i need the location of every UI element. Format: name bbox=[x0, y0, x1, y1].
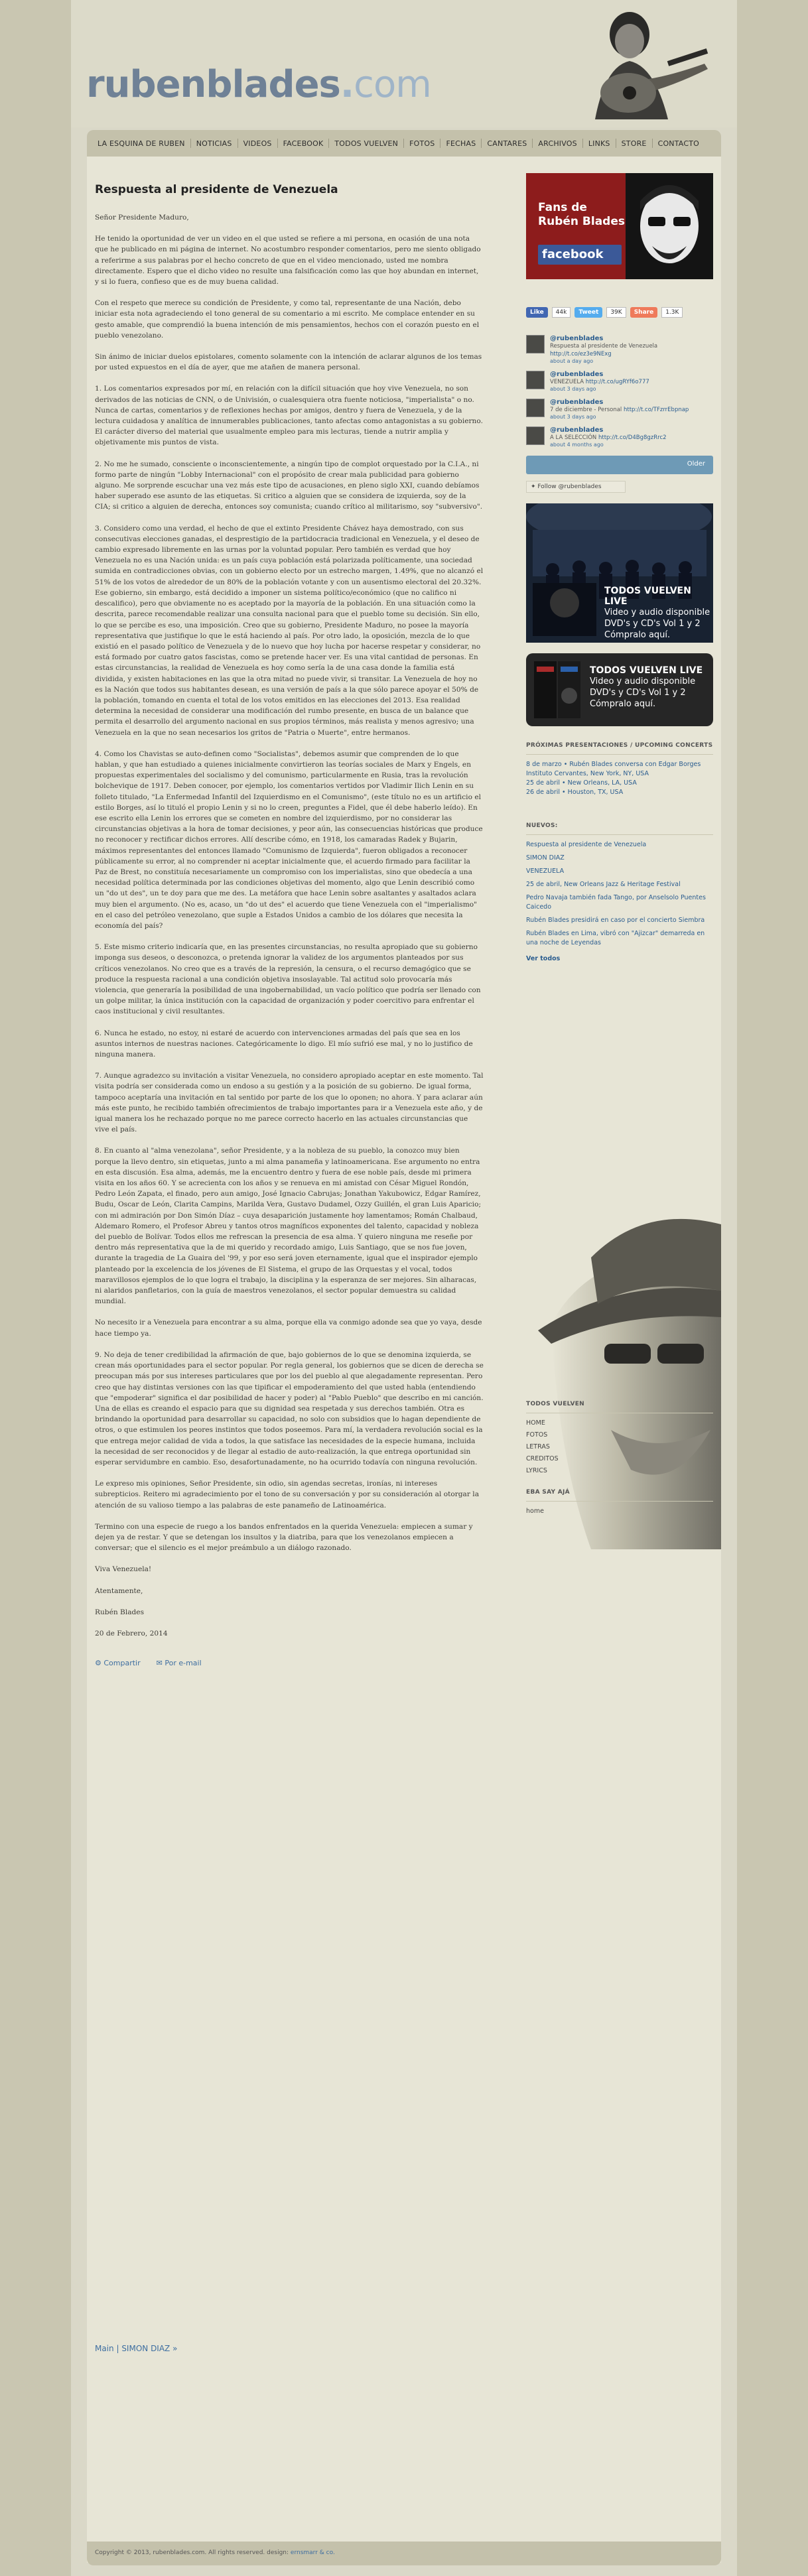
twitter-bird-icon: ✦ bbox=[531, 483, 536, 490]
tweet-text: Respuesta al presidente de Venezuela bbox=[550, 343, 658, 350]
news-item[interactable]: 25 de abril, New Orleans Jazz & Heritage Festival bbox=[526, 881, 681, 888]
news-item[interactable]: SIMON DIAZ bbox=[526, 854, 565, 862]
tweet-text: A LA SELECCIÓN bbox=[550, 434, 597, 441]
tweet-count: 39K bbox=[606, 307, 626, 318]
post-paragraph: 2. No me he sumado, consciente o inconscientemente, a ningún tipo de complot orquestado por la C.I.A., ni formo parte de ningún "Lobby Internacional" con el propósito de crear mala publicidad para gobierno alguno. Me sorprende escuchar una vez más este tipo de acusaciones, en pleno siglo XXI, cuando debíamos haber superado ese asunto de las etiquetas. Si critico a alguien que se considera de izquierda, soy de la CIA; si critico a alguien de derecha, entonces soy comunista; cuando crítico al militarismo, soy "subversivo". bbox=[95, 460, 483, 511]
nav-fotos[interactable]: FOTOS bbox=[409, 139, 435, 148]
divider bbox=[526, 834, 713, 835]
tweet-item bbox=[526, 335, 713, 364]
nav-store[interactable]: STORE bbox=[621, 139, 647, 148]
share-row bbox=[95, 1659, 484, 1667]
avatar[interactable] bbox=[526, 399, 545, 417]
post-paragraph: Con el respeto que merece su condición de Presidente, y como tal, representante de una Nación, debo iniciar esta nota agradeciendo el tono general de su comentario a mi escrito. Me complace entender en su gesto amable, que comprendió la buena intención de mis pensamientos, hechos con el corazón puesto en el pueblo venezolano. bbox=[95, 299, 480, 340]
ruben-portrait-icon bbox=[626, 173, 713, 279]
sidebar bbox=[526, 173, 713, 964]
todos-link-creditos[interactable]: CREDITOS bbox=[526, 1455, 559, 1462]
tweet-text: VENEZUELA bbox=[550, 379, 584, 385]
nav-noticias[interactable]: NOTICIAS bbox=[196, 139, 232, 148]
post-paragraph: Termino con una especie de ruego a los bandos enfrentados en la querida Venezuela: empiecen a sumar y dejen ya de restar. Y que se detengan los insultos y la diatriba, para que los venezolanos empiecen a conversar; que el silencio es el mejor preámbulo a un diálogo razonado. bbox=[95, 1522, 473, 1553]
post-paragraph: He tenido la oportunidad de ver un video en el que usted se refiere a mi persona, en ocasión de una nota que he publicado en mi página de internet. No acostumbro responder comentarios, pero me siento obligado a referirme a sus palabras por el hecho concreto de que en el video mencionado, usted me nombra directamente. Espero que el dicho video no resulte una falsificación como las que hoy abundan en internet, y si lo fuera, confieso que es de muy buena calidad. bbox=[95, 235, 481, 287]
tweet-time[interactable]: about a day ago bbox=[550, 358, 594, 364]
share-button[interactable]: Share bbox=[630, 307, 658, 318]
tweet-time[interactable]: about 3 days ago bbox=[550, 414, 596, 420]
post-paragraph: 7. Aunque agradezco su invitación a visitar Venezuela, no considero apropiado aceptar en este momento. Tal visita podría ser considerada como un endoso a su gestión y a la posición de su gobierno. De igual forma, tampoco aceptaría una invitación en tal sentido por parte de los que lo oponen; no ahora. Y para aclarar aún más este punto, he recibido también ofrecimientos de trabajo importantes para ir a Venezuela este año, y de igual manera los he rechazado porque no me parece correcto hacerlo en las actuales circunstancias que vive el país. bbox=[95, 1072, 484, 1134]
tweet-button[interactable]: Tweet bbox=[574, 307, 602, 318]
main-column bbox=[95, 183, 484, 1667]
email-button[interactable]: ✉ Por e-mail bbox=[156, 1659, 202, 1668]
news-item[interactable]: Pedro Navaja también fada Tango, por Anselsolo Puentes Caicedo bbox=[526, 894, 706, 911]
designer-link[interactable]: ernsmarr & co. bbox=[290, 2549, 335, 2556]
nav-cantares[interactable]: CANTARES bbox=[487, 139, 527, 148]
avatar[interactable] bbox=[526, 371, 545, 389]
tweet-user[interactable]: @rubenblades bbox=[550, 399, 604, 406]
post-paragraph: Atentamente, bbox=[95, 1586, 143, 1595]
like-count: 44k bbox=[552, 307, 571, 318]
copyright-text: Copyright © 2013, rubenblades.com. All rights reserved. design: bbox=[95, 2549, 289, 2556]
tweet-user[interactable]: @rubenblades bbox=[550, 335, 604, 342]
post-paragraph: 20 de Febrero, 2014 bbox=[95, 1629, 168, 1638]
post-paragraph: 8. En cuanto al "alma venezolana", señor Presidente, y a la nobleza de su pueblo, la conozco muy bien porque la llevo dentro, sin etiquetas, junto a mi alma panameña y latinoamericana. Ese argumento no entra en esta discusión. Esa alma, además, me la encuentro dentro y fuera de ese noble país, desde mi primera visita en los años 60. Y se acrecienta con los años y se renueva en mi amistad con César Miguel Rondón, Pedro León Zapata, el finado, pero aun amigo, José Ignacio Cabrujas; Jonathan Yakubowicz, Edgar Ramírez, Budu, Oscar de León, Clarita Campins, Marilda Vera, Gustavo Dudamel, Ozzy Guillén, el gran Luis Aparicio; con mi admiración por Don Simón Díaz – cuya desaparición justamente hoy lamentamos; Román Chalbaud, Aldemaro Romero, el Profesor Abreu y tantos otros magníficos exponentes del talento, capacidad y nobleza del pueblo de Bolívar. Todos ellos me refrescan la presencia de esa alma. Y quiero ninguna me reseñe por dentro más representativa que la de mi querido y recordado amigo, Luis Santiago, que se nos fue joven, durante la tragedia de La Guaira del '99, y por eso será joven eternamente, igual que el inspirador ejemplo planteado por la excelencia de los jóvenes de El Sistema, el grupo de las Orquestas y el vocal, todos maravillosos ejemplos de lo que logra el trabajo, la disciplina y la esperanza de ser mejores. Sin alharacas, ni alaridos panfletarios, con la guía de maestros venezolanos, el sector popular demuestra su calidad mundial. bbox=[95, 1147, 482, 1306]
nav-archivos[interactable]: ARCHIVOS bbox=[538, 139, 577, 148]
tweet-time[interactable]: about 3 days ago bbox=[550, 386, 596, 392]
content-area bbox=[87, 157, 721, 2563]
nav-contacto[interactable]: CONTACTO bbox=[657, 139, 699, 148]
nav-facebook[interactable]: FACEBOOK bbox=[283, 139, 324, 148]
eba-home-link[interactable]: home bbox=[526, 1508, 544, 1515]
nav-todos-vuelven[interactable]: TODOS VUELVEN bbox=[334, 139, 399, 148]
social-buttons bbox=[526, 307, 713, 318]
todos-link-lyrics[interactable]: LYRICS bbox=[526, 1467, 547, 1474]
tweet-time[interactable]: about 4 months ago bbox=[550, 442, 604, 448]
divider bbox=[526, 1501, 713, 1502]
news-item[interactable]: Rubén Blades presidirá en caso por el concierto Siembra bbox=[526, 917, 705, 924]
tweet-item bbox=[526, 371, 713, 392]
todos-vuelven-section bbox=[526, 1401, 713, 1516]
tweet-link[interactable]: http://t.co/ugRYf6o777 bbox=[585, 379, 649, 385]
tweet-link[interactable]: http://t.co/ez3e9NExg bbox=[550, 351, 612, 357]
news-item[interactable]: Rubén Blades en Lima, vibró con "Ajizcar" demarreda en una noche de Leyendas bbox=[526, 930, 705, 946]
site-footer bbox=[87, 2542, 721, 2565]
older-tweets-button[interactable]: Older bbox=[526, 456, 713, 474]
post-paragraph: Señor Presidente Maduro, bbox=[95, 214, 189, 222]
avatar[interactable] bbox=[526, 335, 545, 354]
guitarist-photo bbox=[569, 0, 714, 119]
post-paragraph: 3. Considero como una verdad, el hecho de que el extinto Presidente Chávez haya demostrado, con sus consecutivas elecciones ganadas, el desprestigio de la partidocracia tradicional en Venezuela, y el deseo de cambio expresado libremente en las urnas por la voluntad popular. Pero también es verdad que hoy Venezuela no es una Nación unida: es un país cuya población está polarizada políticamente, una sociedad sumida en contradicciones obvias, con un gobierno electo por un estrecho margen, 1.49%, que no alcanzó el 51% de los votos de alrededor de un 80% de la población votante y con un ausentismo electoral del 20.32%. Ese gobierno, sin embargo, está decidido a imponer un sistema político/económico (que no califico ni descalifico), pero que obviamente no es aceptado por la mayoría de la población. En una situación como la descrita, parece recomendable realizar una consulta nacional para que el pueblo tome su decisión. Sin ello, lo que se percibe es eso, una imposición. Creo que su gobierno, Presidente Maduro, no posee la mayoría representativa que justifique lo que le está haciendo al país. Por otro lado, la oposición, mezcla de lo que existió en el pasado político de Venezuela y de lo nuevo que hoy lucha por hacerse respetar y considerar, no está formado por cuatro gatos fascistas, como se pretende hacer ver. Es una vital cantidad de personas. En estas circunstancias, la realidad de Venezuela es hoy como sería la de una casa donde la familia está dividida, y existen habitaciones en las que la otra mitad no puede vivir, si transitar. La Venezuela de hoy no es la Nación que todos sus habitantes desean, es una versión de país a la que sólo parece apoyar el 50% de la población, tomando en cuenta el total de los votos emitidos en las elecciones del 2013. Esa realidad determina la necesidad de considerar una modificación del rumbo presente, en busca de un balance que permita el desarrollo del argumento nacional en sus propios términos, más realista y menos agresivo; una Venezuela en la que no sean necesarios los gritos de "Patria o Muerte", entre hermanos. bbox=[95, 524, 484, 737]
nav-videos[interactable]: VIDEOS bbox=[243, 139, 272, 148]
post-paragraph: 9. No deja de tener credibilidad la afirmación de que, bajo gobiernos de lo que se denomina izquierda, se crean más oportunidades para el sector popular. Por regla general, los gobiernos que se dicen de derecha se preocupan más por sus intereses particulares que por los del pueblo al que alegadamente representan. Pero creo que hay distintas versiones con las que tipificar el empoderamiento del que usted habla (entendiendo que "empoderar" significa el dar posibilidad de hacer y poder) al "Pablo Pueblo" que describo en mi canción. Una de ellas es creando el espacio para que su dignidad sea respetada y sus derechos también. Otra es brindando la oportunidad para desarrollar su capacidad, no solo con subsidios que lo hagan dependiente de otros, o que estimulen los peores instintos que todos poseemos. Para mí, la verdadera revolución social es la que entrega mejor calidad de vida a todos, la que satisface las necesidades de la especie humana, incluida la necesidad de ser reconocidos y de llegar al estadio de auto-realización, la que entrega oportunidad sin esperar servidumbre en cambio. Eso, desafortunadamente, no ha ocurrido todavía con ninguna revolución. bbox=[95, 1350, 484, 1466]
share-count: 1.3K bbox=[661, 307, 683, 318]
news-heading: NUEVOS: bbox=[526, 822, 558, 829]
site-logo[interactable]: rubenblades.com bbox=[86, 63, 431, 106]
eba-heading: EBA SAY AJÁ bbox=[526, 1489, 570, 1496]
share-button[interactable]: ⚙ Compartir bbox=[95, 1659, 141, 1668]
upcoming-heading: PRÓXIMAS PRESENTACIONES / UPCOMING CONCERTS bbox=[526, 742, 713, 749]
upcoming-concerts bbox=[526, 742, 713, 797]
todos-link-letras[interactable]: LETRAS bbox=[526, 1443, 550, 1450]
see-all-link[interactable]: Ver todos bbox=[526, 955, 561, 962]
site-header bbox=[71, 0, 737, 127]
divider bbox=[526, 754, 713, 755]
post-paragraph: 6. Nunca he estado, no estoy, ni estaré de acuerdo con intervenciones armadas del país que sea en los asuntos internos de nuestras naciones. Categóricamente lo digo. El mío sufrió ese mal, y no lo justifico de ninguna manera. bbox=[95, 1029, 473, 1059]
tweet-item bbox=[526, 399, 713, 420]
tweet-text: 7 de diciembre - Personal bbox=[550, 407, 622, 413]
nav-la-esquina[interactable]: LA ESQUINA DE RUBEN bbox=[98, 139, 185, 148]
tweet-user[interactable]: @rubenblades bbox=[550, 426, 604, 434]
post-paragraph: Viva Venezuela! bbox=[95, 1565, 152, 1574]
tweet-item bbox=[526, 426, 713, 448]
concert-item[interactable]: Instituto Cervantes, New York, NY, USA bbox=[526, 770, 649, 777]
facebook-like-button[interactable]: Like bbox=[526, 307, 548, 318]
tweet-link[interactable]: http://t.co/TFzrrEbpnap bbox=[623, 407, 689, 413]
page-frame bbox=[71, 0, 737, 2576]
todos-link-home[interactable]: HOME bbox=[526, 1419, 545, 1427]
avatar[interactable] bbox=[526, 426, 545, 445]
promo-text: TODOS VUELVEN LIVE Video y audio disponible DVD's y CD's Vol 1 y 2 Cómpralo aquí. bbox=[590, 665, 703, 709]
post-paragraph: 4. Como los Chavistas se auto-definen como "Socialistas", debemos asumir que comprenden de lo que hablan, y que han estudiado a quienes inicialmente convirtieron las teorías sociales de Marx y Engels, en propuestas experimentales del socialismo y del comunismo, particularmente en Rusia, tras la revolución bolchevique de 1917. Deben conocer, por ejemplo, los comentarios vertidos por Vladimir Ilich Lenin en su folleto titulado, "La Enfermedad Infantil del Izquierdismo en el Comunismo", (este título no es un artificio el estilo Borges, así lo tituló el propio Lenin y si no lo creen, preguntes a Fidel, que él debe haberlo leído). En ese escrito ella Lenin los errores que se cometen en nombre del izquierdismo, por no considerar las circunstancias objetivas a la hora de tomar decisiones, y peor aún, las consecuencias históricas que produce no reconocer y rectificar dichos errores. Allí describe cómo, en 1918, los camaradas Radek y Bujarin, máximos representantes del entonces llamado "Comunismo de Izquierda", fueron obligados a reconocer públicamente su error, al no comprender ni aceptar inicialmente que, el acuerdo firmado para facilitar la Paz de Brest, no constituía necesariamente un compromiso con los imperialistas, sino que obedecía a una necesidad política determinada por las condiciones objetivas del momento, algo que Lenin describió como un "do ut des", un te doy para que me des. La metáfora que hace Lenin sobre asaltantes y asaltados aclara muy bien el argumento. (No es, acaso, un "do ut des" el acuerdo que tiene Venezuela con el "imperialismo" en el caso del petróleo venezolano, que suple a Estados Unidos a cambio de los dólares que necesita la economía del país? bbox=[95, 749, 483, 930]
main-nav bbox=[87, 130, 721, 157]
concert-item[interactable]: 8 de marzo • Rubén Blades conversa con Edgar Borges bbox=[526, 761, 701, 768]
post-paragraph: No necesito ir a Venezuela para encontrar a su alma, porque ella va conmigo adonde sea que yo vaya, desde hace tiempo ya. bbox=[95, 1319, 482, 1338]
tweet-link[interactable]: http://t.co/D4Bg8gzRrc2 bbox=[598, 434, 667, 441]
tweet-user[interactable]: @rubenblades bbox=[550, 371, 604, 378]
post-paragraph: Rubén Blades bbox=[95, 1608, 145, 1616]
todos-link-fotos[interactable]: FOTOS bbox=[526, 1431, 548, 1439]
todos-vuelven-dvd-banner[interactable] bbox=[526, 653, 713, 726]
nav-links[interactable]: LINKS bbox=[588, 139, 610, 148]
post-paragraph: 1. Los comentarios expresados por mí, en relación con la difícil situación que hoy vive Venezuela, no son derivados de las noticias de CNN, o de Univisión, o cualesquiera otra fuente noticiosa, "imperialista" o no. Nunca de cartas, comentarios y de reflexiones hechas por amigos, dentro y fuera de Venezuela, y de la lectura cuidadosa y analítica de innumerables publicaciones, tanto afectas como antagonistas a su gobierno. El carácter diverso del material que usualmente empleo para mis lecturas, tiende a nutrir amplia y objetivamente mis puntos de vista. bbox=[95, 385, 483, 447]
main-nav-link[interactable]: Main | SIMON DIAZ » bbox=[95, 2344, 178, 2353]
fans-heading: Fans de Rubén Blades bbox=[538, 201, 625, 228]
news-section bbox=[526, 822, 713, 964]
post-paragraph: 5. Este mismo criterio indicaría que, en las presentes circunstancias, no resulta apropiado que su gobierno imponga sus deseos, o desconozca, o pretenda ignorar la validez de los argumentos planteados por sus críticos venezolanos. No creo que es a través de la represión, la censura, o el recurso demagógico que se produce la respuesta racional a una condición objetiva insoslayable. Tal actitud solo provocaría más violencia, que generaría la posibilidad de una ingobernabilidad, un vacío político que podría ser llenado con un golpe militar, la única institución con la capacidad de organización y poder coercitivo para enfrentar el caos institucional y civil resultantes. bbox=[95, 943, 481, 1016]
post-paragraph: Le expreso mis opiniones, Señor Presidente, sin odio, sin agendas secretas, ironías, ni intereses subrepticios. Reitero mi agradecimiento por el tono de su conversación y por su consideración al otorgar la atención de su valioso tiempo a las palabras de este panameño de Latinoamérica. bbox=[95, 1480, 480, 1510]
facebook-logo: facebook bbox=[538, 245, 622, 265]
concert-item[interactable]: 26 de abril • Houston, TX, USA bbox=[526, 789, 624, 796]
todos-vuelven-promo-banner[interactable] bbox=[526, 503, 713, 643]
dvd-cover-image bbox=[530, 653, 590, 726]
follow-button[interactable]: ✦ Follow @rubenblades bbox=[526, 481, 626, 493]
news-item[interactable]: Respuesta al presidente de Venezuela bbox=[526, 841, 647, 848]
post-title[interactable]: Respuesta al presidente de Venezuela bbox=[95, 183, 338, 196]
concert-item[interactable]: 25 de abril • New Orleans, LA, USA bbox=[526, 779, 637, 787]
facebook-fans-banner[interactable] bbox=[526, 173, 713, 279]
news-item[interactable]: VENEZUELA bbox=[526, 868, 565, 875]
nav-fechas[interactable]: FECHAS bbox=[446, 139, 476, 148]
post-paragraph: Sin ánimo de iniciar duelos epistolares, comento solamente con la intención de aclarar algunos de los temas por usted expuestos en el día de ayer, que me atañen de manera personal. bbox=[95, 353, 482, 372]
promo-text: TODOS VUELVEN LIVE Video y audio disponible DVD's y CD's Vol 1 y 2 Cómpralo aquí. bbox=[604, 586, 710, 640]
twitter-feed bbox=[526, 335, 713, 493]
post-body bbox=[95, 212, 484, 1639]
todos-heading: TODOS VUELVEN bbox=[526, 1401, 584, 1407]
